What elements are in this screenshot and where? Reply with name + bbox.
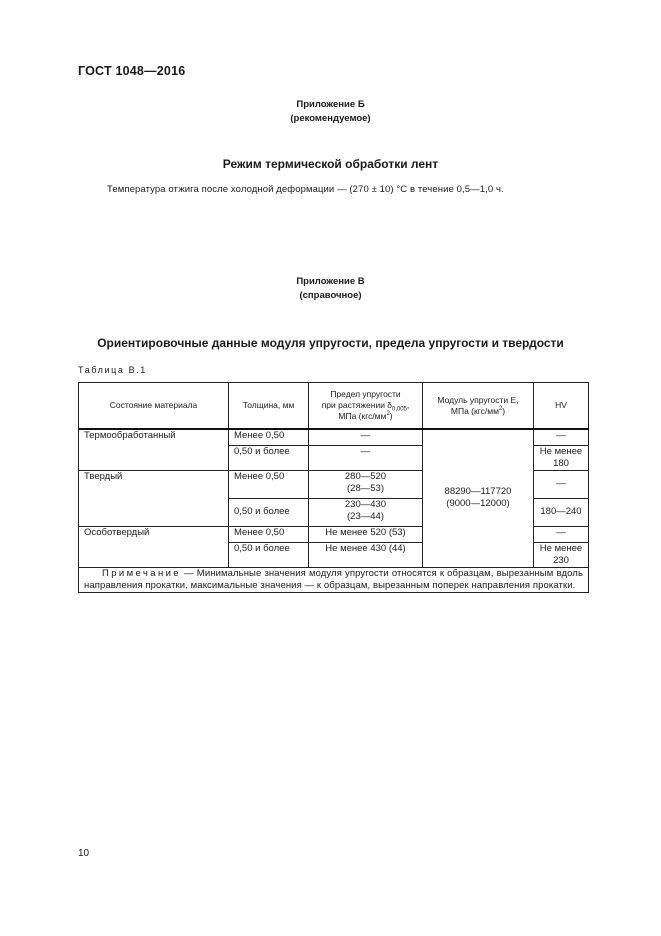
cell-elastic-limit: —	[309, 429, 423, 445]
cell-hv: Не менее 180	[534, 445, 589, 470]
modulus-value-kgf: (9000—12000)	[446, 498, 510, 510]
header-modulus: Модуль упругости Е, МПа $(кгс/мм^2)$	[423, 383, 534, 430]
cell-hv: —	[534, 470, 589, 498]
annex-b-title: Приложение Б	[296, 99, 365, 110]
cell-elastic-limit: Не менее 520 (53)	[309, 526, 423, 542]
annex-v-heading: Ориентировочные данные модуля упругости, предела упругости и твердости	[97, 336, 564, 350]
unit-superscript: 2	[498, 405, 503, 412]
annex-v-status: (справочное)	[299, 290, 362, 301]
annex-b-paragraph: Температура отжига после холодной деформации — (270 ± 10) °С в течение 0,5—1,0 ч.	[107, 184, 504, 195]
document-id: ГОСТ 1048—2016	[78, 64, 186, 78]
cell-state: Термообработанный	[79, 429, 229, 470]
header-elastic-limit-line1: Предел упругости	[330, 389, 401, 399]
cell-hv: Не менее 230	[534, 542, 589, 567]
cell-hv: —	[534, 526, 589, 542]
header-hv: HV	[534, 383, 589, 430]
cell-elastic-limit	[309, 498, 423, 526]
cell-elastic-limit	[309, 470, 423, 498]
cell-hv: 180—240	[534, 498, 589, 526]
header-modulus-unit: МПа (кгс/мм	[450, 405, 499, 416]
elastic-limit-kgf: (28—53)	[347, 482, 384, 494]
table-note-row	[79, 567, 589, 592]
table-note	[79, 567, 589, 592]
cell-elastic-limit: —	[309, 445, 423, 470]
cell-thickness: Менее 0,50	[229, 429, 309, 445]
properties-table	[78, 382, 589, 593]
table-caption: Таблица В.1	[78, 365, 147, 375]
cell-state: Твердый	[79, 470, 229, 526]
header-elastic-limit-unit: МПа (кгс/мм	[338, 411, 387, 421]
table-header-row	[79, 383, 589, 430]
elastic-limit-mpa: 280—520	[344, 470, 387, 482]
header-thickness: Толщина, мм	[229, 383, 309, 430]
header-elastic-limit-line2: при растяжении δ	[321, 400, 393, 410]
annex-b-heading: Режим термической обработки лент	[222, 157, 439, 171]
cell-thickness: Менее 0,50	[229, 526, 309, 542]
note-text: — Минимальные значения модуля упругости относятся к образцам, вырезанным вдоль направления прокатки, максимальные значения — к образцам, вырезанным поперек направления прокатки.	[84, 567, 583, 591]
cell-thickness: 0,50 и более	[229, 542, 309, 567]
delta-subscript: 0,005	[392, 406, 407, 413]
unit-superscript: 2	[386, 411, 390, 418]
cell-hv: —	[534, 429, 589, 445]
header-elastic-limit: Предел упругости при растяжении $\delta_{0,005}$, МПа $(кгс/мм^2)$	[309, 383, 423, 430]
cell-modulus	[423, 429, 534, 567]
annex-v-title: Приложение В	[296, 276, 365, 287]
table-row	[79, 429, 589, 445]
cell-elastic-limit: Не менее 430 (44)	[309, 542, 423, 567]
annex-b-status: (рекомендуемое)	[290, 113, 371, 124]
header-state: Состояние материала	[79, 383, 229, 430]
modulus-value-mpa: 88290—117720	[444, 486, 512, 498]
page-number: 10	[78, 848, 90, 859]
header-modulus-line1: Модуль упругости Е,	[437, 394, 519, 405]
elastic-limit-kgf: (23—44)	[347, 510, 384, 522]
cell-state: Особотвердый	[79, 526, 229, 567]
cell-thickness: 0,50 и более	[229, 498, 309, 526]
note-label: Примечание	[102, 567, 181, 579]
cell-thickness: Менее 0,50	[229, 470, 309, 498]
elastic-limit-mpa: 230—430	[344, 498, 387, 510]
cell-thickness: 0,50 и более	[229, 445, 309, 470]
